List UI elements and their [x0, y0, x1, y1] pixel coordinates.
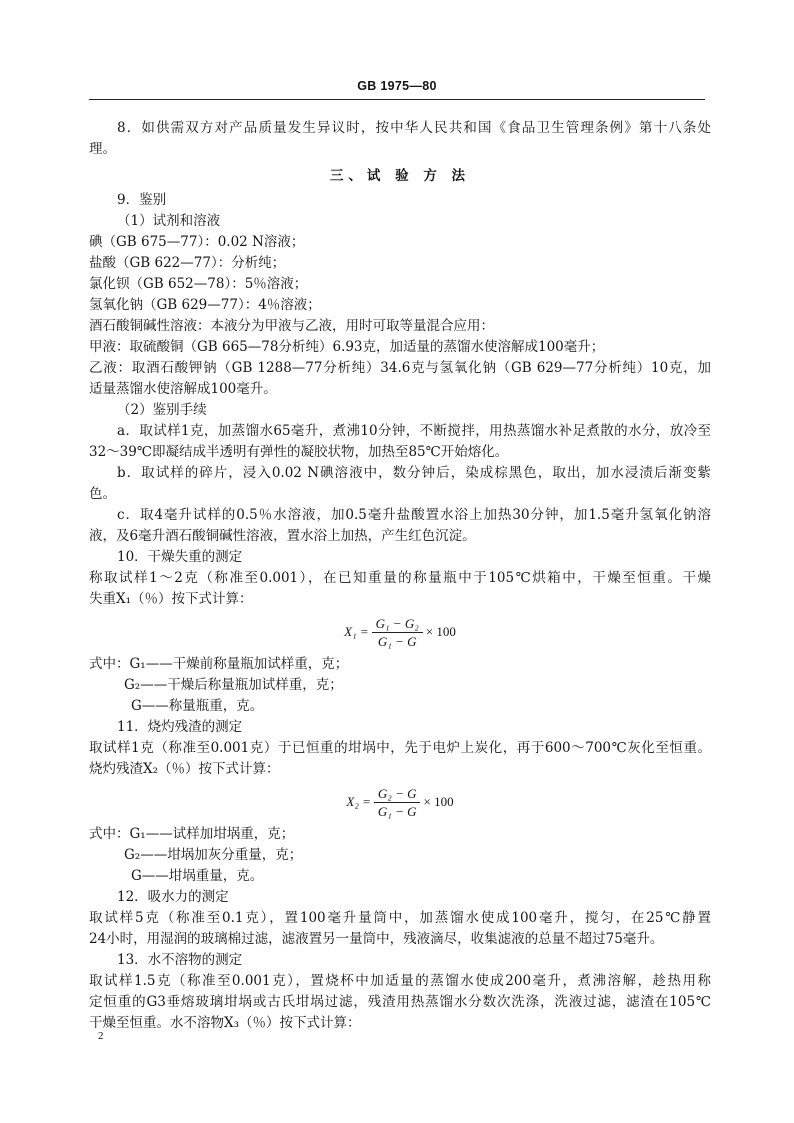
page-number: 2 [98, 1030, 104, 1042]
page-body [89, 118, 711, 1034]
formula-loss-on-drying [89, 610, 711, 654]
definition-g2: G₂——干燥后称量瓶加试样重，克； [124, 677, 343, 693]
formula-lhs: X₂ = [346, 794, 371, 809]
reagent-solution-a: 甲液：取硫酸铜（GB 665—78分析纯）6.93克，加适量的蒸馏水使溶解成100毫升； [89, 339, 605, 355]
clause-11-line-2: 烧灼残渣X₂（％）按下式计算： [89, 761, 280, 777]
clause-12-title: 12．吸水力的测定 [117, 889, 229, 905]
clause-11-title: 11．烧灼残渣的测定 [117, 719, 243, 735]
procedure-c-line-1: c．取4毫升试样的0.5％水溶液，加0.5毫升盐酸置水浴上加热30分钟，加1.5毫升氢氧化钠溶 [117, 507, 711, 523]
definition-g1: G₁——干燥前称量瓶加试样重，克； [129, 656, 349, 672]
document-code-header: GB 1975—80 [357, 79, 437, 93]
where-label [89, 824, 711, 845]
clause-8-line-1: 8．如供需双方对产品质量发生异议时，按中华人民共和国《食品卫生管理条例》第十八条处 [117, 120, 711, 136]
formula-fraction [372, 616, 423, 649]
reagent-solution-b-line-2: 适量蒸馏水使溶解成100毫升。 [89, 381, 277, 397]
reagent-bacl2: 氯化钡（GB 652—78）：5％溶液； [89, 276, 308, 292]
clause-11-line-1: 取试样1克（称准至0.001克）于已恒重的坩埚中，先于电炉上炭化，再于600～700℃灰化至恒重。 [89, 740, 711, 756]
clause-13-title: 13．水不溶物的测定 [117, 952, 243, 968]
formula-multiplier: × 100 [425, 624, 456, 639]
clause-13-line-1: 取试样1.5克（称准至0.001克），置烧杯中加适量的蒸馏水使成200毫升，煮沸溶解，趁热用称 [89, 973, 711, 989]
clause-12-line-2: 24小时，用湿润的玻璃棉过滤，滤液置另一量筒中，残液滴尽，收集滤液的总量不超过75毫升。 [89, 931, 664, 947]
formula-fraction [374, 786, 421, 819]
formula-lhs: X₁ = [344, 624, 369, 639]
formula-ignition-residue [89, 780, 711, 824]
procedure-c-line-2: 液，及6毫升酒石酸铜碱性溶液，置水浴上加热，产生红色沉淀。 [89, 528, 476, 544]
where-label [89, 654, 711, 675]
section-title-test-methods: 三、试 验 方 法 [329, 168, 471, 184]
clause-12-line-1: 取试样5克（称准至0.1克），置100毫升量筒中，加蒸馏水使成100毫升，搅匀，在25℃静置 [89, 910, 711, 926]
definition-g: G——坩埚重量，克。 [131, 868, 264, 884]
reagent-hcl: 盐酸（GB 622—77）：分析纯； [89, 255, 286, 271]
clause-10-line-1: 称取试样1～2克（称准至0.001），在已知重量的称量瓶中于105℃烘箱中，干燥至恒重。干燥 [89, 570, 711, 586]
formula-denominator: G₁ − G [377, 633, 417, 649]
procedure-b-line-2: 色。 [89, 486, 116, 502]
formula-multiplier: × 100 [423, 794, 454, 809]
clause-9-1-subtitle: （1）试剂和溶液 [117, 213, 221, 229]
where-text: 式中： [89, 826, 130, 842]
procedure-a-line-2: 32～39℃即凝结成半透明有弹性的凝胶状物，加热至85℃开始熔化。 [89, 444, 509, 460]
procedure-a-line-1: a．取试样1克，加蒸馏水65毫升，煮沸10分钟，不断搅拌，用热蒸馏水补足煮散的水分，放冷至 [117, 423, 711, 439]
reagent-naoh: 氢氧化钠（GB 629—77）：4％溶液； [89, 297, 321, 313]
definition-g1: G₁——试样加坩埚重，克； [129, 826, 295, 842]
clause-9-title: 9．鉴别 [117, 192, 167, 208]
reagent-solution-b-line-1: 乙液：取酒石酸钾钠（GB 1288—77分析纯）34.6克与氢氧化钠（GB 629—77分析纯）10克，加 [89, 360, 711, 376]
clause-13-line-3: 干燥至恒重。水不溶物X₃（％）按下式计算： [89, 1015, 361, 1031]
clause-9-2-subtitle: （2）鉴别手续 [117, 402, 207, 418]
definition-g2: G₂——坩埚加灰分重量，克； [124, 847, 303, 863]
clause-8-line-2: 理。 [89, 141, 116, 157]
formula-denominator: G₁ − G [377, 803, 417, 819]
header-rule [89, 99, 705, 100]
reagent-iodine: 碘（GB 675—77）：0.02 N溶液； [89, 234, 305, 250]
clause-10-title: 10．干燥失重的测定 [117, 549, 243, 565]
reagent-fehling: 酒石酸铜碱性溶液：本液分为甲液与乙液，用时可取等量混合应用： [89, 318, 494, 334]
definition-g: G——称量瓶重，克。 [131, 698, 264, 714]
formula-numerator: G₂ − G [374, 786, 421, 803]
formula-numerator: G₁ − G₂ [372, 616, 423, 633]
procedure-b-line-1: b．取试样的碎片，浸入0.02 N碘溶液中，数分钟后，染成棕黑色，取出，加水浸渍后渐变紫 [117, 465, 711, 481]
where-text: 式中： [89, 656, 130, 672]
clause-10-line-2: 失重X₁（％）按下式计算： [89, 591, 253, 607]
clause-13-line-2: 定恒重的G3垂熔玻璃坩埚或古氏坩埚过滤，残渣用热蒸馏水分数次洗涤，洗液过滤，滤渣在105℃ [89, 994, 711, 1010]
